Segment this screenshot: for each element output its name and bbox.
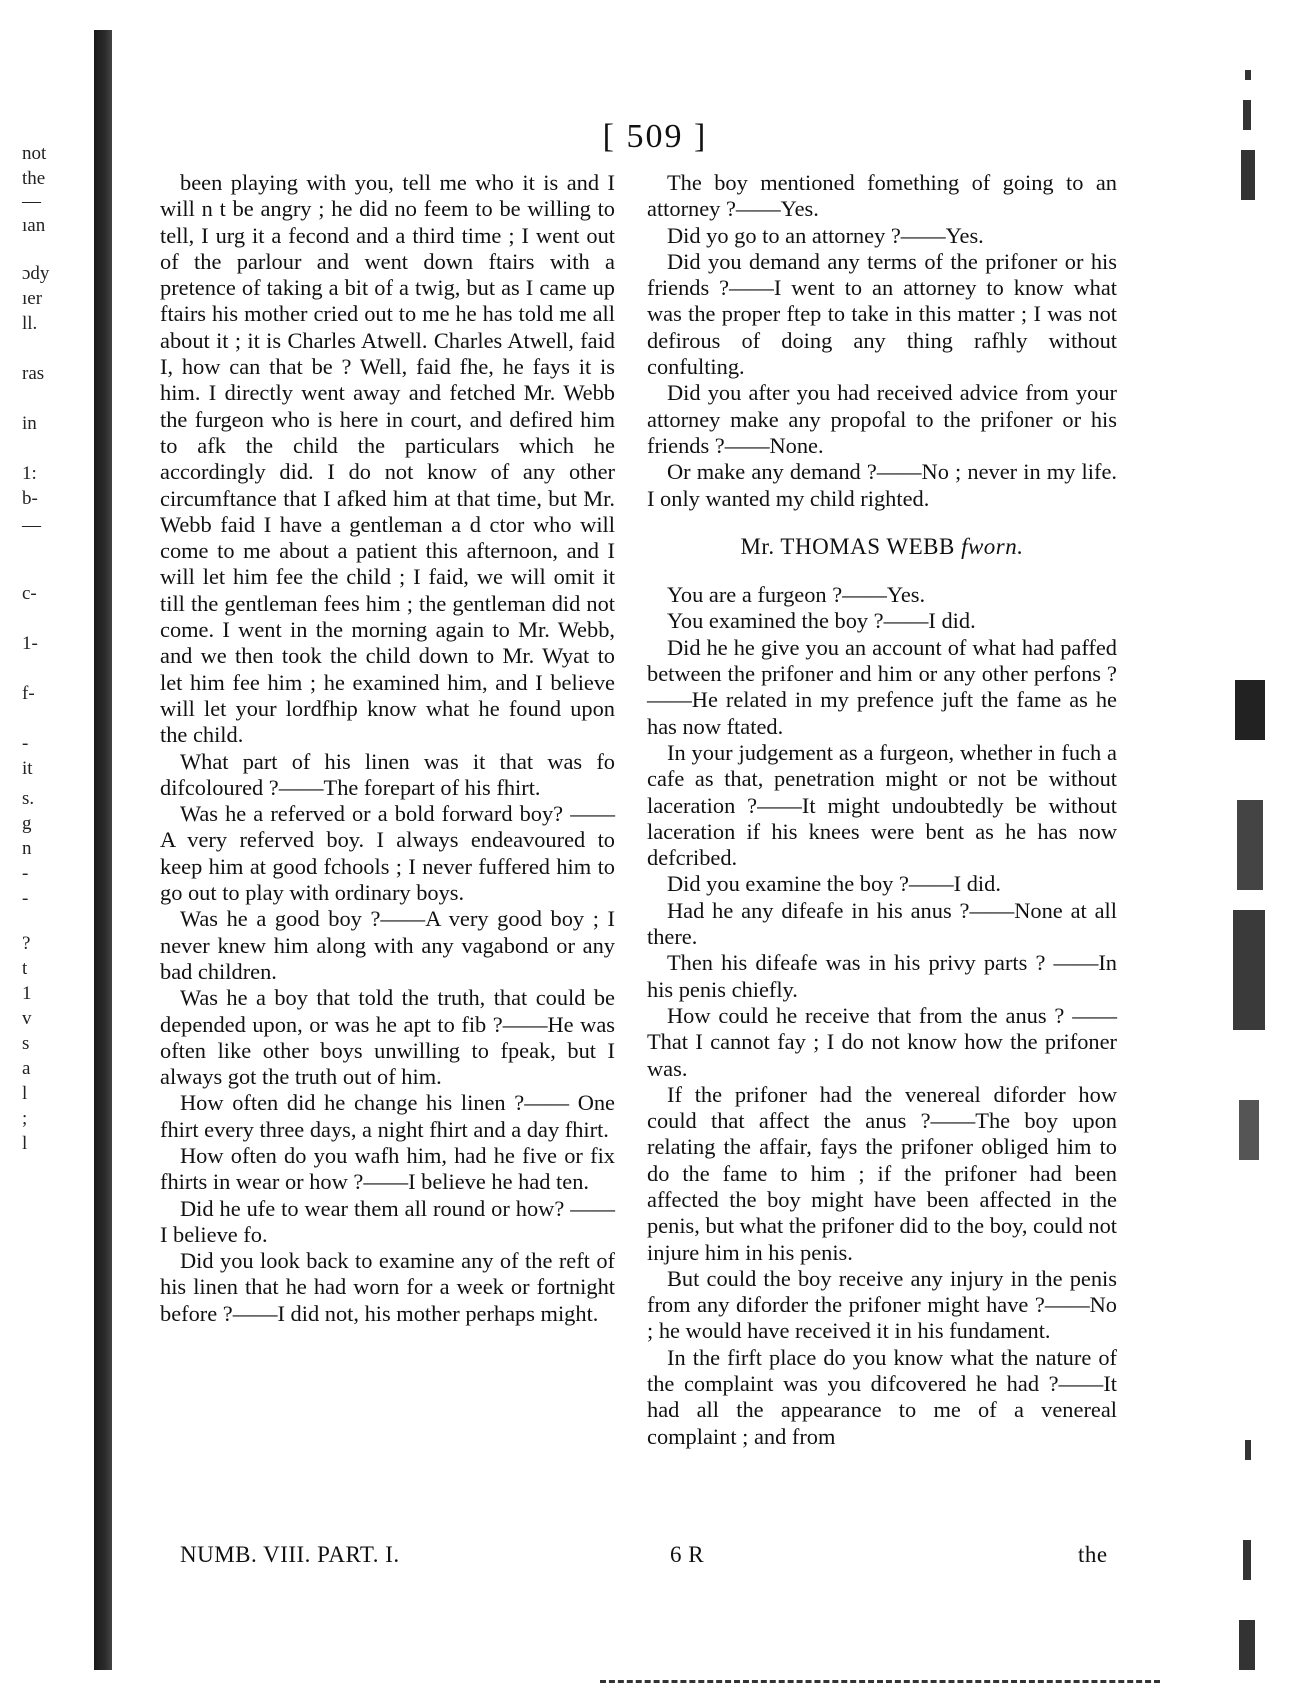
margin-fragment: s. xyxy=(22,788,35,809)
left-column xyxy=(160,170,615,1327)
margin-fragment: 1 xyxy=(22,983,32,1004)
paragraph: In the firft place do you know what the nature of the complaint was you difcovered he had ?——It had all the appearance to me of a venereal complaint ; and from xyxy=(647,1344,1117,1449)
paragraph: Did you after you had received advice from your attorney make any propofal to the prifoner or his friends ?——None. xyxy=(647,380,1117,458)
margin-fragment: ll. xyxy=(22,313,38,334)
paragraph: Was he a referved or a bold forward boy? ——A very referved boy. I always endeavoured to keep him at good fchools ; I never fuffered him to go out to play with ordinary boys. xyxy=(160,801,615,906)
paragraph: Was he a boy that told the truth, that could be depended upon, or was he apt to fib ?——He was often like other boys unwilling to fpeak, but I always got the truth out of him. xyxy=(160,985,615,1090)
margin-fragment: in xyxy=(22,413,37,434)
paragraph: Did you examine the boy ?——I did. xyxy=(667,871,1001,897)
right-column-top xyxy=(647,170,1117,512)
margin-fragment: v xyxy=(22,1008,32,1029)
margin-fragment: - xyxy=(22,863,29,884)
paragraph: been playing with you, tell me who it is and I will n t be angry ; he did no feem to be willing to tell, I urg it a fecond and a third time ; I went out of the parlour and went down ftairs with a pretence of taking a bit of a twig, but as I came up ftairs his mother cried out to me he has told me all about it ; it is Charles Atwell. Charles Atwell, faid I, how can that be ? Well, faid fhe, he fays it is him. I directly went away and fetched Mr. Webb the furgeon who is here in court, and defired him to afk the child the particulars which he accordingly did. I do not know of any other circumftance that I afked him at that time, but Mr. Webb faid I have a gentleman a d ctor who will come to me about a patient this afternoon, and I will let him fee the child ; I faid, we will omit it till the gentleman fees him ; the gentleman did not come. I went in the morning again to Mr. Webb, and we then took the child down to Mr. Wyat to let him fee him ; he examined him, and I believe will let your lordfhip know what he found upon the child. xyxy=(160,170,615,748)
margin-fragment: l xyxy=(22,1083,28,1104)
margin-fragment: ıer xyxy=(22,288,43,309)
next-page-edge xyxy=(1225,40,1285,1680)
paragraph: How often did he change his linen ?—— One fhirt every three days, a night fhirt and a day fhirt. xyxy=(160,1090,615,1142)
margin-fragment: it xyxy=(22,758,33,779)
margin-fragment: ɔdy xyxy=(22,263,50,284)
issue-footer: NUMB. VIII. PART. I. xyxy=(180,1542,400,1567)
previous-page-margin xyxy=(8,140,78,1390)
bottom-dashed-rule xyxy=(600,1680,1160,1686)
paragraph: The boy mentioned fomething of going to an attorney ?——Yes. xyxy=(647,170,1117,222)
margin-fragment: 1: xyxy=(22,463,37,484)
page-number: [ 509 ] xyxy=(602,118,708,155)
paragraph: Then his difeafe was in his privy parts ? ——In his penis chiefly. xyxy=(647,950,1117,1002)
margin-fragment: not xyxy=(22,143,47,164)
margin-fragment: b- xyxy=(22,488,38,509)
paragraph: Did yo go to an attorney ?——Yes. xyxy=(667,222,984,248)
witness-sworn: fworn. xyxy=(961,533,1024,559)
margin-fragment: ıan xyxy=(22,215,46,236)
paragraph: You are a furgeon ?——Yes. xyxy=(667,582,926,608)
paragraph: You examined the boy ?——I did. xyxy=(667,608,976,634)
margin-fragment: g xyxy=(22,813,32,834)
paragraph: What part of his linen was it that was fo difcoloured ?——The forepart of his fhirt. xyxy=(160,748,615,800)
paragraph: Was he a good boy ?——A very good boy ; I never knew him along with any vagabond or any bad children. xyxy=(160,906,615,984)
paragraph: How could he receive that from the anus ? ——That I cannot fay ; I do not know how the prifoner was. xyxy=(647,1002,1117,1081)
paragraph: Did he he give you an account of what had paffed between the prifoner and him or any other perfons ?——He related in my prefence juft the fame as he has now ftated. xyxy=(647,634,1117,739)
paragraph: Did you look back to examine any of the reft of his linen that he had worn for a week or fortnight before ?——I did not, his mother perhaps might. xyxy=(160,1248,615,1326)
margin-fragment: — xyxy=(22,191,41,212)
signature-mark: 6 R xyxy=(670,1542,705,1567)
margin-fragment: c- xyxy=(22,583,37,604)
paragraph: But could the boy receive any injury in the penis from any diforder the prifoner might have ?——No ; he would have received it in his fundament. xyxy=(647,1265,1117,1344)
paragraph: Or make any demand ?——No ; never in my life. I only wanted my child righted. xyxy=(647,459,1117,511)
margin-fragment: t xyxy=(22,958,28,979)
margin-fragment: n xyxy=(22,838,32,859)
paragraph: If the prifoner had the venereal diforder how could that affect the anus ?——The boy upon relating the affair, fays the prifoner obliged him to do the fame to him ; if the prifoner had been affected the boy might have been affected in the penis, but what the prifoner did to the boy, could not injure him in his penis. xyxy=(647,1081,1117,1265)
paragraph: In your judgement as a furgeon, whether in fuch a cafe as that, penetration might or not be without laceration ?——It might undoubtedly be without laceration if his knees were bent as he has now defcribed. xyxy=(647,739,1117,871)
margin-fragment: - xyxy=(22,733,29,754)
margin-fragment: a xyxy=(22,1058,31,1079)
paragraph: How often do you wafh him, had he five or fix fhirts in wear or how ?——I believe he had ten. xyxy=(160,1142,615,1195)
margin-fragment: f- xyxy=(22,683,35,704)
witness-name: Mr. THOMAS WEBB xyxy=(740,533,955,559)
catchword: the xyxy=(1078,1542,1108,1567)
witness-heading xyxy=(647,534,1117,560)
margin-fragment: the xyxy=(22,168,46,189)
margin-fragment: s xyxy=(22,1033,30,1054)
right-column xyxy=(647,170,1117,1450)
binding-gutter xyxy=(94,30,112,1670)
margin-fragment: l xyxy=(22,1133,28,1154)
paragraph: Did he ufe to wear them all round or how? ——I believe fo. xyxy=(160,1195,615,1247)
right-column-bottom xyxy=(647,582,1117,1450)
margin-fragment: 1- xyxy=(22,633,38,654)
margin-fragment: ; xyxy=(22,1108,28,1129)
paragraph: Did you demand any terms of the prifoner or his friends ?——I went to an attorney to know what was the proper ftep to take in this matter ; I was not defirous of doing any thing rafhly without confulting. xyxy=(647,248,1117,380)
margin-fragment: ? xyxy=(22,933,31,954)
margin-fragment: - xyxy=(22,888,29,909)
margin-fragment: — xyxy=(22,515,41,536)
margin-fragment: ras xyxy=(22,363,45,384)
paragraph: Had he any difeafe in his anus ?——None at all there. xyxy=(647,897,1117,950)
